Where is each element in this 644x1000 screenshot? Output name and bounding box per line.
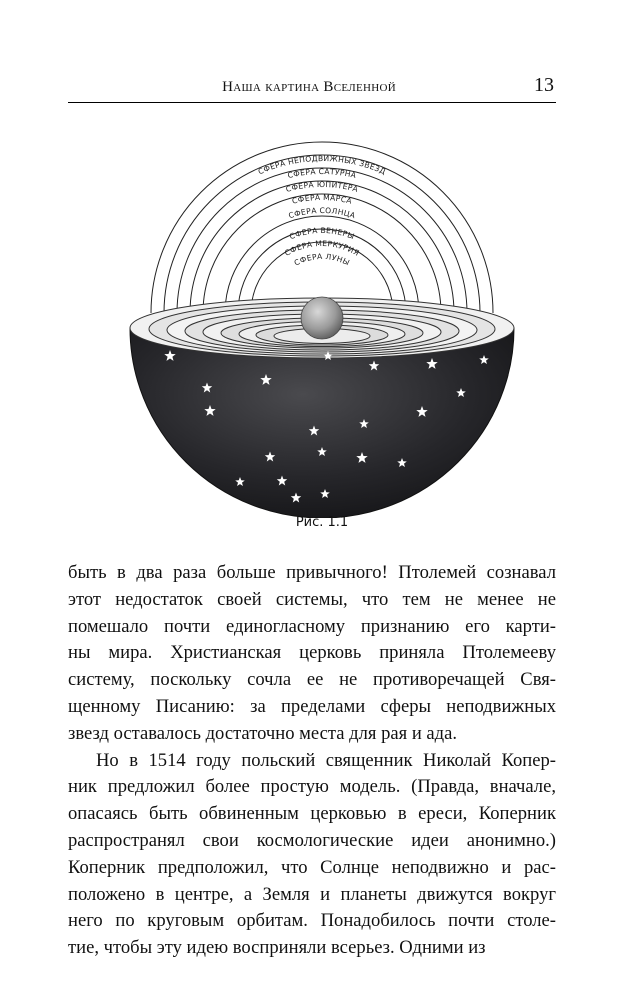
figure-caption: Рис. 1.1 — [295, 515, 349, 530]
text-line: ник предложил более простую модель. (Правда, вначале, — [68, 776, 556, 798]
sphere-label: сфера юпитера — [284, 179, 360, 194]
sphere-label: сфера марса — [291, 192, 353, 206]
text-line: распространял свои космологические идеи анонимно.) — [68, 829, 556, 851]
running-head — [68, 74, 556, 103]
body-text — [68, 560, 556, 962]
sphere-label: сфера луны — [292, 251, 352, 268]
figure-celestial-spheres — [100, 118, 544, 518]
text-line: тие, чтобы эту идею восприняли всерьез. Одними из — [68, 937, 486, 959]
sphere-label: сфера венеры — [288, 225, 356, 242]
sphere-label: сфера сатурна — [286, 166, 358, 181]
sphere-label: сфера солнца — [287, 205, 357, 221]
earth-sphere — [301, 297, 343, 339]
paragraph-2 — [68, 748, 556, 962]
text-line: звезд оставалось достаточно места для рая и ада. — [68, 722, 458, 744]
text-line: быть в два раза больше привычного! Птолемей сознавал — [68, 562, 556, 583]
paragraph-1 — [68, 560, 556, 748]
sphere-labels — [257, 154, 387, 267]
text-line: Но в 1514 году польский священник Николай Копер- — [96, 749, 556, 771]
celestial-spheres-illustration — [100, 118, 544, 518]
text-line: Коперник предположил, что Солнце неподвижно и рас- — [68, 856, 556, 878]
page-number: 13 — [534, 74, 554, 96]
text-line: него по круговым орбитам. Понадобилось почти столе- — [68, 910, 556, 932]
text-line: помешало почти единогласному признанию его карти- — [68, 615, 556, 637]
running-title: Наша картина Вселенной — [222, 79, 396, 95]
text-line: ны мира. Христианская церковь приняла Птолемееву — [68, 642, 556, 664]
text-line: систему, поскольку сочла ее не противоречащей Свя- — [68, 669, 556, 691]
text-line: щенному Писанию: за пределами сферы неподвижных — [68, 695, 556, 717]
text-line: положено в центре, а Земля и планеты движутся вокруг — [68, 883, 556, 905]
text-line: этот недостаток своей системы, что тем не менее не — [68, 588, 556, 610]
text-line: опасаясь быть обвиненным церковью в ереси, Коперник — [68, 803, 556, 825]
sphere-label: сфера меркурия — [283, 238, 361, 258]
sphere-label: сфера неподвижных звезд — [256, 154, 388, 177]
